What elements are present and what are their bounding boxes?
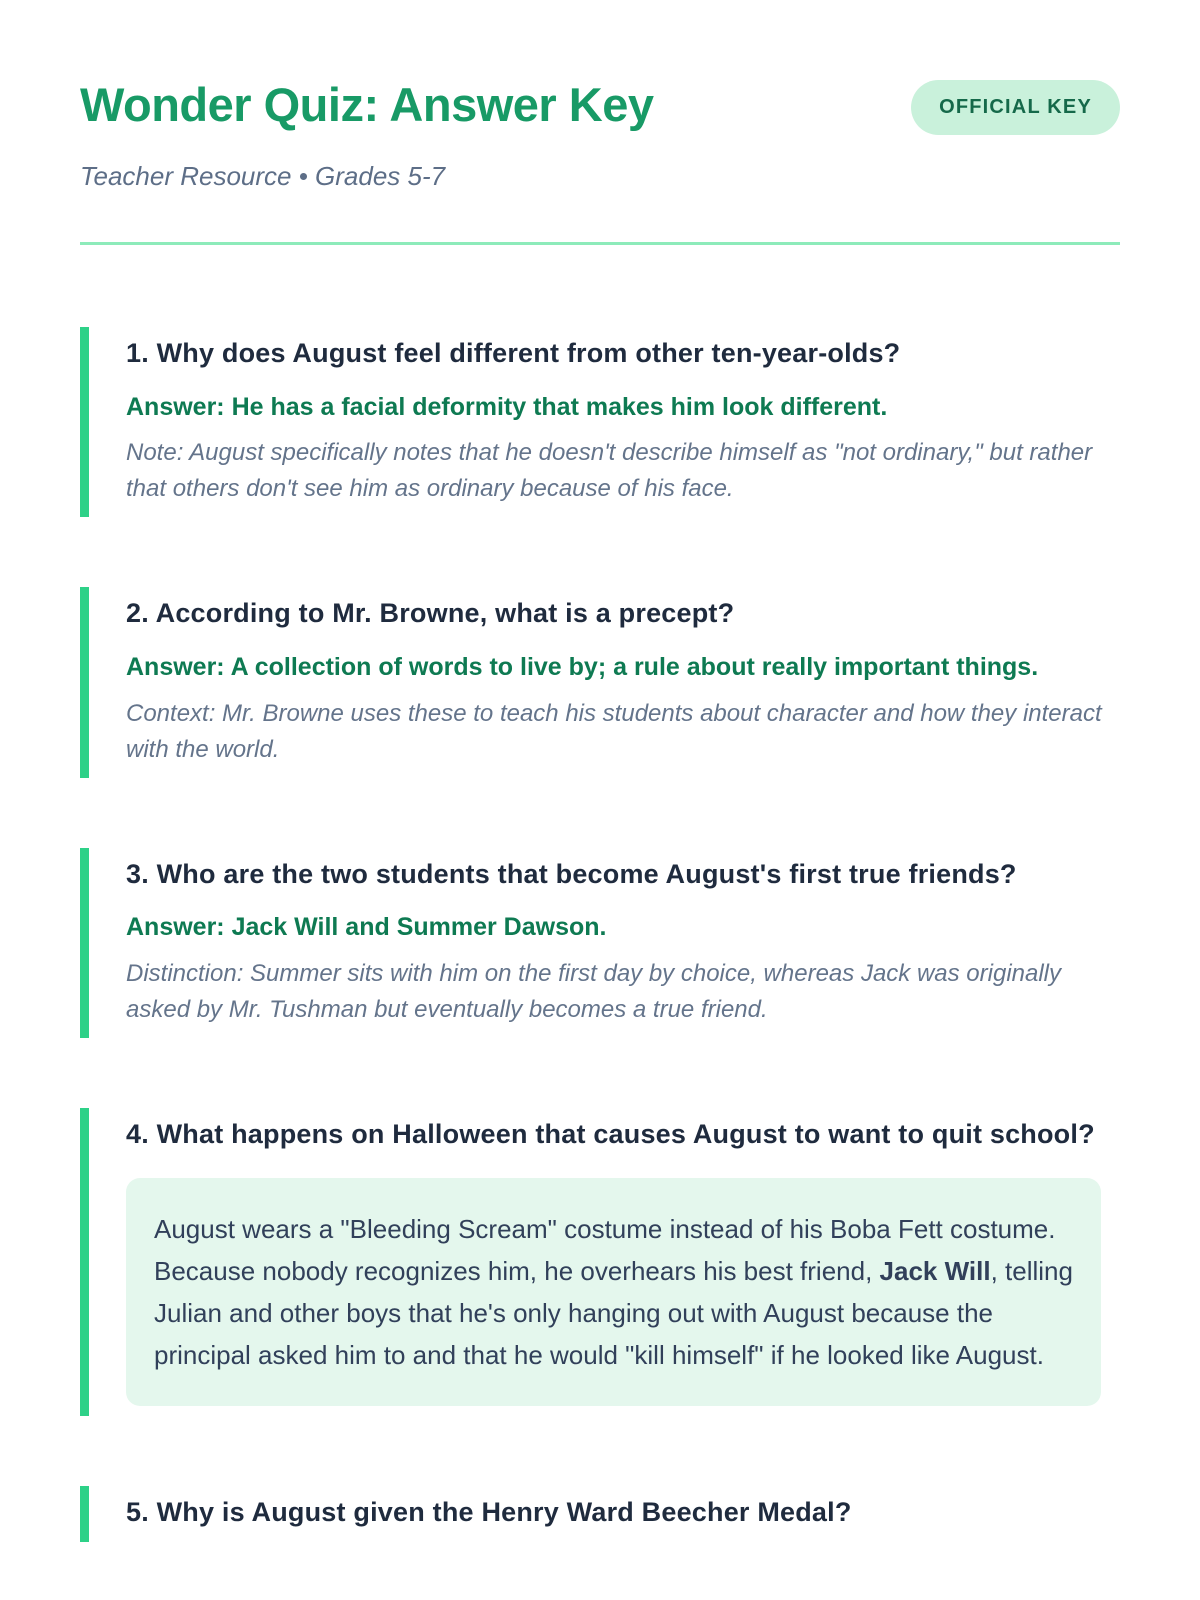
- highlight-text-bold: Jack Will: [879, 1255, 991, 1286]
- header-row: [80, 78, 1120, 135]
- question-block-1: [80, 327, 1120, 517]
- note-text-2: Context: Mr. Browne uses these to teach his students about character and how they interact with the world.: [126, 699, 1102, 763]
- page-title: Wonder Quiz: Answer Key: [80, 78, 654, 131]
- header: [80, 78, 1120, 245]
- official-key-badge: OFFICIAL KEY: [911, 80, 1120, 135]
- note-text-1: Note: August specifically notes that he doesn't describe himself as "not ordinary," but rather that others don't see him as ordinary because of his face.: [126, 439, 1093, 503]
- answer-text-2: Answer: A collection of words to live by; a rule about really important things.: [126, 653, 1039, 682]
- questions-list: [80, 327, 1120, 1542]
- highlight-text-before: August wears a "Bleeding Scream" costume instead of his Boba Fett costume. Because nobody recognizes him, he overhears his best friend,: [154, 1213, 1056, 1286]
- note-text-3: Distinction: Summer sits with him on the first day by choice, whereas Jack was originally asked by Mr. Tushman but eventually becomes a true friend.: [126, 959, 1062, 1023]
- answer-text-3: Answer: Jack Will and Summer Dawson.: [126, 913, 607, 942]
- answer-text-1: Answer: He has a facial deformity that makes him look different.: [126, 392, 888, 421]
- subtitle: Teacher Resource • Grades 5-7: [80, 161, 446, 191]
- question-block-4: [80, 1108, 1120, 1416]
- question-text-1: 1. Why does August feel different from other ten-year-olds?: [126, 338, 901, 368]
- question-text-5: 5. Why is August given the Henry Ward Beecher Medal?: [126, 1497, 852, 1528]
- question-block-3: [80, 848, 1120, 1038]
- header-divider: [80, 242, 1120, 245]
- question-block-5: [80, 1486, 1120, 1542]
- highlight-text-after: , telling Julian and other boys that he's only hanging out with August because the principal asked him to and that he would "kill himself" if he looked like August.: [154, 1255, 1073, 1371]
- answer-highlight-box: [126, 1178, 1101, 1406]
- question-text-2: 2. According to Mr. Browne, what is a precept?: [126, 598, 735, 629]
- question-text-3: 3. Who are the two students that become August's first true friends?: [126, 858, 1017, 889]
- question-block-2: [80, 587, 1120, 777]
- question-text-4: 4. What happens on Halloween that causes August to want to quit school?: [126, 1118, 1095, 1149]
